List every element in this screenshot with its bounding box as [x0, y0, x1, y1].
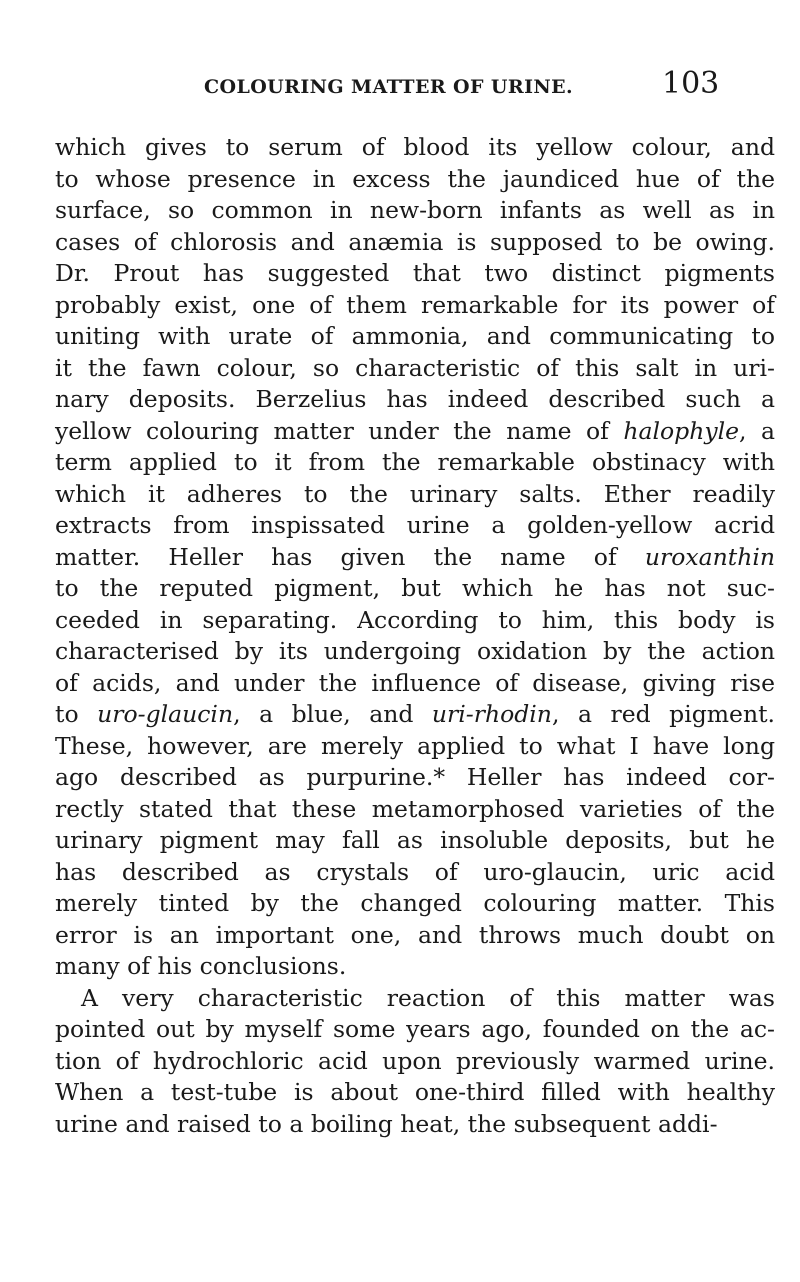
- text-line: [55, 920, 775, 952]
- text-segment: yellow colouring matter under the name of: [55, 416, 624, 445]
- text-segment: of acids, and under the influence of disease, giving rise: [55, 668, 775, 697]
- text-line: [55, 227, 775, 259]
- text-line: [55, 731, 775, 763]
- text-segment: probably exist, one of them remarkable for its power of: [55, 290, 775, 319]
- text-segment: nary deposits. Berzelius has indeed described such a: [55, 385, 775, 413]
- text-segment: extracts from inspissated urine a golden-yellow acrid: [55, 511, 775, 539]
- text-line: [55, 132, 775, 164]
- text-segment: urine and raised to a boiling heat, the subsequent addi-: [55, 1109, 718, 1138]
- text-line: [55, 825, 775, 857]
- text-line: [55, 164, 775, 196]
- text-segment: matter. Heller has given the name of: [55, 542, 645, 571]
- text-line: [55, 857, 775, 889]
- text-line: [55, 416, 775, 448]
- text-line: [55, 636, 775, 668]
- text-segment: which it adheres to the urinary salts. Ether readily: [55, 479, 775, 508]
- text-line: [55, 573, 775, 605]
- text-segment: uniting with urate of ammonia, and communicating to: [55, 322, 775, 350]
- text-line: [55, 447, 775, 479]
- text-line: [55, 321, 775, 353]
- text-line: [55, 1109, 775, 1141]
- text-line: [55, 384, 775, 416]
- text-segment: many of his conclusions.: [55, 952, 347, 980]
- italic-term: uro-glaucin: [97, 700, 234, 728]
- text-segment: pointed out by myself some years ago, founded on the ac-: [55, 1015, 775, 1043]
- text-segment: merely tinted by the changed colouring matter. This: [55, 889, 775, 917]
- text-line: [55, 510, 775, 542]
- text-line: [55, 353, 775, 385]
- text-segment: to whose presence in excess the jaundiced hue of the: [55, 164, 775, 193]
- text-line: [55, 1014, 775, 1046]
- text-line: [55, 290, 775, 322]
- text-line: [55, 668, 775, 700]
- text-segment: which gives to serum of blood its yellow colour, and: [55, 133, 775, 161]
- text-segment: has described as crystals of uro-glaucin, uric acid: [55, 857, 775, 886]
- text-segment: it the fawn colour, so characteristic of this salt in uri-: [55, 353, 775, 382]
- text-segment: tion of hydrochloric acid upon previously warmed urine.: [55, 1046, 775, 1075]
- text-line: [55, 762, 775, 794]
- text-line: [55, 794, 775, 826]
- text-segment: error is an important one, and throws much doubt on: [55, 920, 775, 949]
- text-segment: to: [55, 700, 98, 728]
- text-segment: These, however, are merely applied to what I have long: [55, 731, 775, 760]
- running-head: COLOURING MATTER OF URINE.: [204, 76, 574, 98]
- text-segment: A very characteristic reaction of this matter was: [81, 983, 775, 1012]
- text-line: [55, 699, 775, 731]
- text-segment: ago described as purpurine.* Heller has indeed cor-: [55, 763, 775, 791]
- text-segment: characterised by its undergoing oxidation by the action: [55, 637, 775, 665]
- text-line: [55, 479, 775, 511]
- text-line: [55, 1046, 775, 1078]
- text-segment: to the reputed pigment, but which he has not suc-: [55, 574, 775, 602]
- text-line: [55, 542, 775, 574]
- text-line: [55, 983, 775, 1015]
- body-text: [55, 132, 775, 1140]
- text-segment: urinary pigment may fall as insoluble deposits, but he: [55, 826, 775, 854]
- italic-term: uri-rhodin: [431, 700, 552, 728]
- italic-term: halophyle: [623, 416, 740, 445]
- text-segment: When a test-tube is about one-third filled with healthy: [55, 1078, 775, 1106]
- text-segment: ceeded in separating. According to him, this body is: [55, 605, 775, 634]
- page-number: 103: [662, 66, 720, 101]
- text-segment: rectly stated that these metamorphosed varieties of the: [55, 794, 775, 823]
- text-segment: surface, so common in new-born infants as well as in: [55, 196, 775, 224]
- text-segment: , a blue, and: [233, 700, 432, 728]
- text-segment: cases of chlorosis and anæmia is supposed to be owing.: [55, 227, 775, 256]
- text-line: [55, 1077, 775, 1109]
- text-line: [55, 951, 775, 983]
- text-segment: Dr. Prout has suggested that two distinct pigments: [55, 259, 775, 287]
- text-line: [55, 258, 775, 290]
- text-line: [55, 888, 775, 920]
- text-line: [55, 195, 775, 227]
- text-line: [55, 605, 775, 637]
- text-segment: term applied to it from the remarkable obstinacy with: [55, 448, 775, 476]
- italic-term: uroxanthin: [644, 542, 775, 571]
- text-segment: , a: [739, 416, 776, 445]
- text-segment: , a red pigment.: [551, 700, 776, 728]
